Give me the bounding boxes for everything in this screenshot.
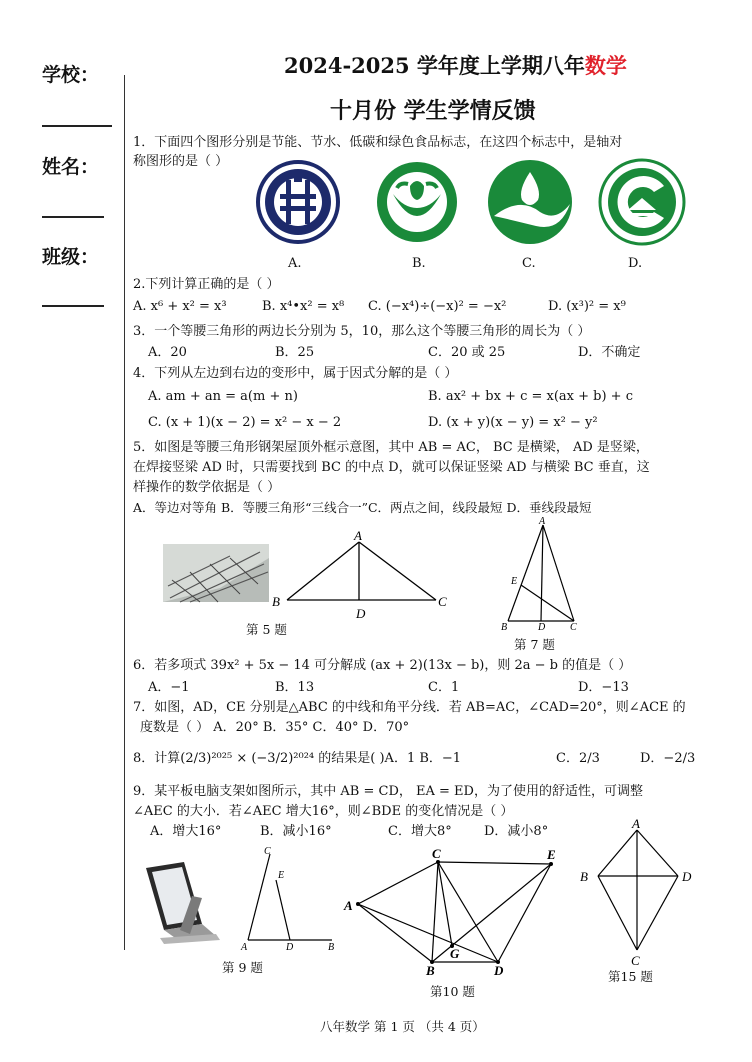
- q4-stem: 4．下列从左边到右边的变形中，属于因式分解的是（ ）: [133, 366, 458, 381]
- page-title: [284, 50, 627, 80]
- class-label: 班级：: [42, 246, 100, 268]
- svg-text:B: B: [426, 963, 435, 978]
- svg-text:E: E: [278, 870, 285, 881]
- svg-text:A: A: [354, 528, 362, 543]
- figure9-caption: 第 9 题: [222, 960, 263, 975]
- svg-text:D: D: [286, 942, 294, 953]
- figure7-caption: 第 7 题: [514, 637, 555, 652]
- svg-text:C: C: [631, 953, 640, 968]
- q2-stem: 2.下列计算正确的是（ ）: [133, 277, 280, 292]
- figure5-caption: 第 5 题: [246, 622, 287, 637]
- q4-option-a: A. am + an = a(m + n): [148, 389, 298, 404]
- q7-line2: 度数是（ ） A．20° B．35° C．40° D．70°: [140, 720, 410, 735]
- q2-option-c: C. (−x⁴)÷(−x)² = −x²: [368, 299, 507, 314]
- svg-text:A: A: [632, 816, 640, 831]
- q7-figure: [498, 515, 588, 633]
- q6-option-d: D．−13: [578, 680, 629, 695]
- svg-text:E: E: [511, 576, 518, 587]
- page-subtitle: 十月份 学生学情反馈: [330, 98, 536, 124]
- svg-text:D: D: [356, 606, 366, 621]
- q5-figure: [160, 528, 460, 628]
- q9-line2: ∠AEC 的大小．若∠AEC 增大16°，则∠BDE 的变化情况是（ ）: [133, 804, 514, 819]
- q1-label-b: B.: [412, 256, 426, 271]
- school-underline: [42, 125, 112, 127]
- svg-text:D: D: [494, 963, 504, 978]
- energy-saving-logo: [258, 162, 338, 242]
- q1-label-c: C.: [522, 256, 536, 271]
- q1-label-d: D.: [628, 256, 643, 271]
- q9-option-b: B．减小16°: [260, 824, 332, 839]
- q2-option-b: B. x⁴•x² = x⁸: [262, 299, 345, 314]
- svg-text:C: C: [432, 846, 441, 861]
- q3-option-c: C．20 或 25: [428, 345, 506, 360]
- school-label: 学校：: [42, 64, 100, 86]
- q3-option-a: A．20: [148, 345, 187, 360]
- svg-text:A: A: [241, 942, 248, 953]
- q9-option-d: D．减小8°: [484, 824, 549, 839]
- q8-option-d: D．−2/3: [640, 751, 696, 766]
- q9-option-a: A．增大16°: [150, 824, 222, 839]
- q8-option-c: C．2/3: [556, 751, 600, 766]
- page-footer: 八年数学 第 1 页 （共 4 页）: [320, 1019, 485, 1034]
- q1-logos: [250, 158, 690, 250]
- q1-label-a: A.: [288, 256, 302, 271]
- binding-line: [124, 75, 125, 950]
- q3-option-d: D．不确定: [578, 345, 641, 360]
- q15-figure: [574, 816, 700, 972]
- q7-line1: 7．如图，AD，CE 分别是△ABC 的中线和角平分线．若 AB=AC，∠CAD=20°，则∠ACE 的: [133, 700, 686, 715]
- q4-option-c: C. (x + 1)(x − 2) = x² − x − 2: [148, 415, 342, 430]
- name-label: 姓名：: [42, 156, 100, 178]
- svg-text:B: B: [272, 594, 280, 609]
- triangle-abc-q5: [272, 528, 447, 621]
- q1-line2: 称图形的是（ ）: [133, 154, 229, 169]
- svg-text:G: G: [450, 946, 460, 961]
- low-carbon-logo: [488, 160, 572, 244]
- q9-line1: 9．某平板电脑支架如图所示，其中 AB = CD， EA = ED，为了使用的舒适性，可调整: [133, 784, 643, 799]
- class-underline: [42, 305, 104, 307]
- tablet-stand-photo: [146, 862, 220, 944]
- q5-line1: 5．如图是等腰三角形钢架屋顶外框示意图，其中 AB = AC， BC 是横梁， AD 是竖梁，: [133, 440, 649, 455]
- q2-option-d: D. (x³)² = x⁹: [548, 299, 626, 314]
- title-prefix: 2024-2025 学年度上学期八年: [284, 53, 585, 78]
- q2-option-a: A. x⁶ + x² = x³: [133, 299, 227, 314]
- svg-text:D: D: [538, 622, 546, 633]
- q5-line2: 在焊接竖梁 AD 时，只需要找到 BC 的中点 D，就可以保证竖梁 AD 与横梁 BC 垂直，这: [133, 460, 650, 475]
- q6-option-a: A．−1: [148, 680, 190, 695]
- q5-options: A．等边对等角 B．等腰三角形“三线合一”C．两点之间，线段最短 D．垂线段最短: [133, 500, 592, 515]
- figure15-caption: 第15 题: [608, 969, 653, 984]
- name-underline: [42, 216, 104, 218]
- svg-text:C: C: [570, 622, 577, 633]
- figure10-caption: 第10 题: [430, 984, 475, 999]
- svg-text:E: E: [547, 847, 556, 862]
- svg-text:B: B: [580, 869, 588, 884]
- q4-option-b: B. ax² + bx + c = x(ax + b) + c: [428, 389, 633, 404]
- title-subject: 数学: [584, 53, 627, 78]
- roof-photo: [163, 544, 269, 602]
- angle-figure-q9: [240, 846, 334, 953]
- svg-text:A: A: [344, 898, 353, 913]
- q6-option-c: C．1: [428, 680, 460, 695]
- water-saving-logo: [377, 162, 457, 242]
- svg-text:B: B: [501, 622, 508, 633]
- q3-stem: 3．一个等腰三角形的两边长分别为 5，10，那么这个等腰三角形的周长为（ ）: [133, 324, 591, 339]
- q10-figure: [340, 842, 566, 978]
- q9-option-c: C．增大8°: [388, 824, 452, 839]
- q6-option-b: B．13: [275, 680, 315, 695]
- green-food-logo: [600, 160, 684, 244]
- svg-text:D: D: [682, 869, 692, 884]
- q1-line1: 1．下面四个图形分别是节能、节水、低碳和绿色食品标志，在这四个标志中，是轴对: [133, 135, 623, 150]
- q3-option-b: B．25: [275, 345, 315, 360]
- svg-text:C: C: [438, 594, 447, 609]
- svg-text:C: C: [264, 846, 271, 857]
- svg-text:B: B: [328, 942, 335, 953]
- q4-option-d: D. (x + y)(x − y) = x² − y²: [428, 415, 598, 430]
- q6-stem: 6．若多项式 39x² + 5x − 14 可分解成 (ax + 2)(13x − b)，则 2a − b 的值是（ ）: [133, 658, 632, 673]
- q5-line3: 样操作的数学依据是（ ）: [133, 480, 281, 495]
- geometry-q10: [343, 846, 556, 978]
- triangle-abc-q7: [501, 516, 577, 633]
- kite-abcd: [580, 816, 692, 968]
- q9-figure: [140, 842, 340, 954]
- svg-text:A: A: [539, 516, 546, 527]
- q8-stem: 8．计算(2/3)²⁰²⁵ × (−3/2)²⁰²⁴ 的结果是( )A．1 B．−1: [133, 751, 462, 766]
